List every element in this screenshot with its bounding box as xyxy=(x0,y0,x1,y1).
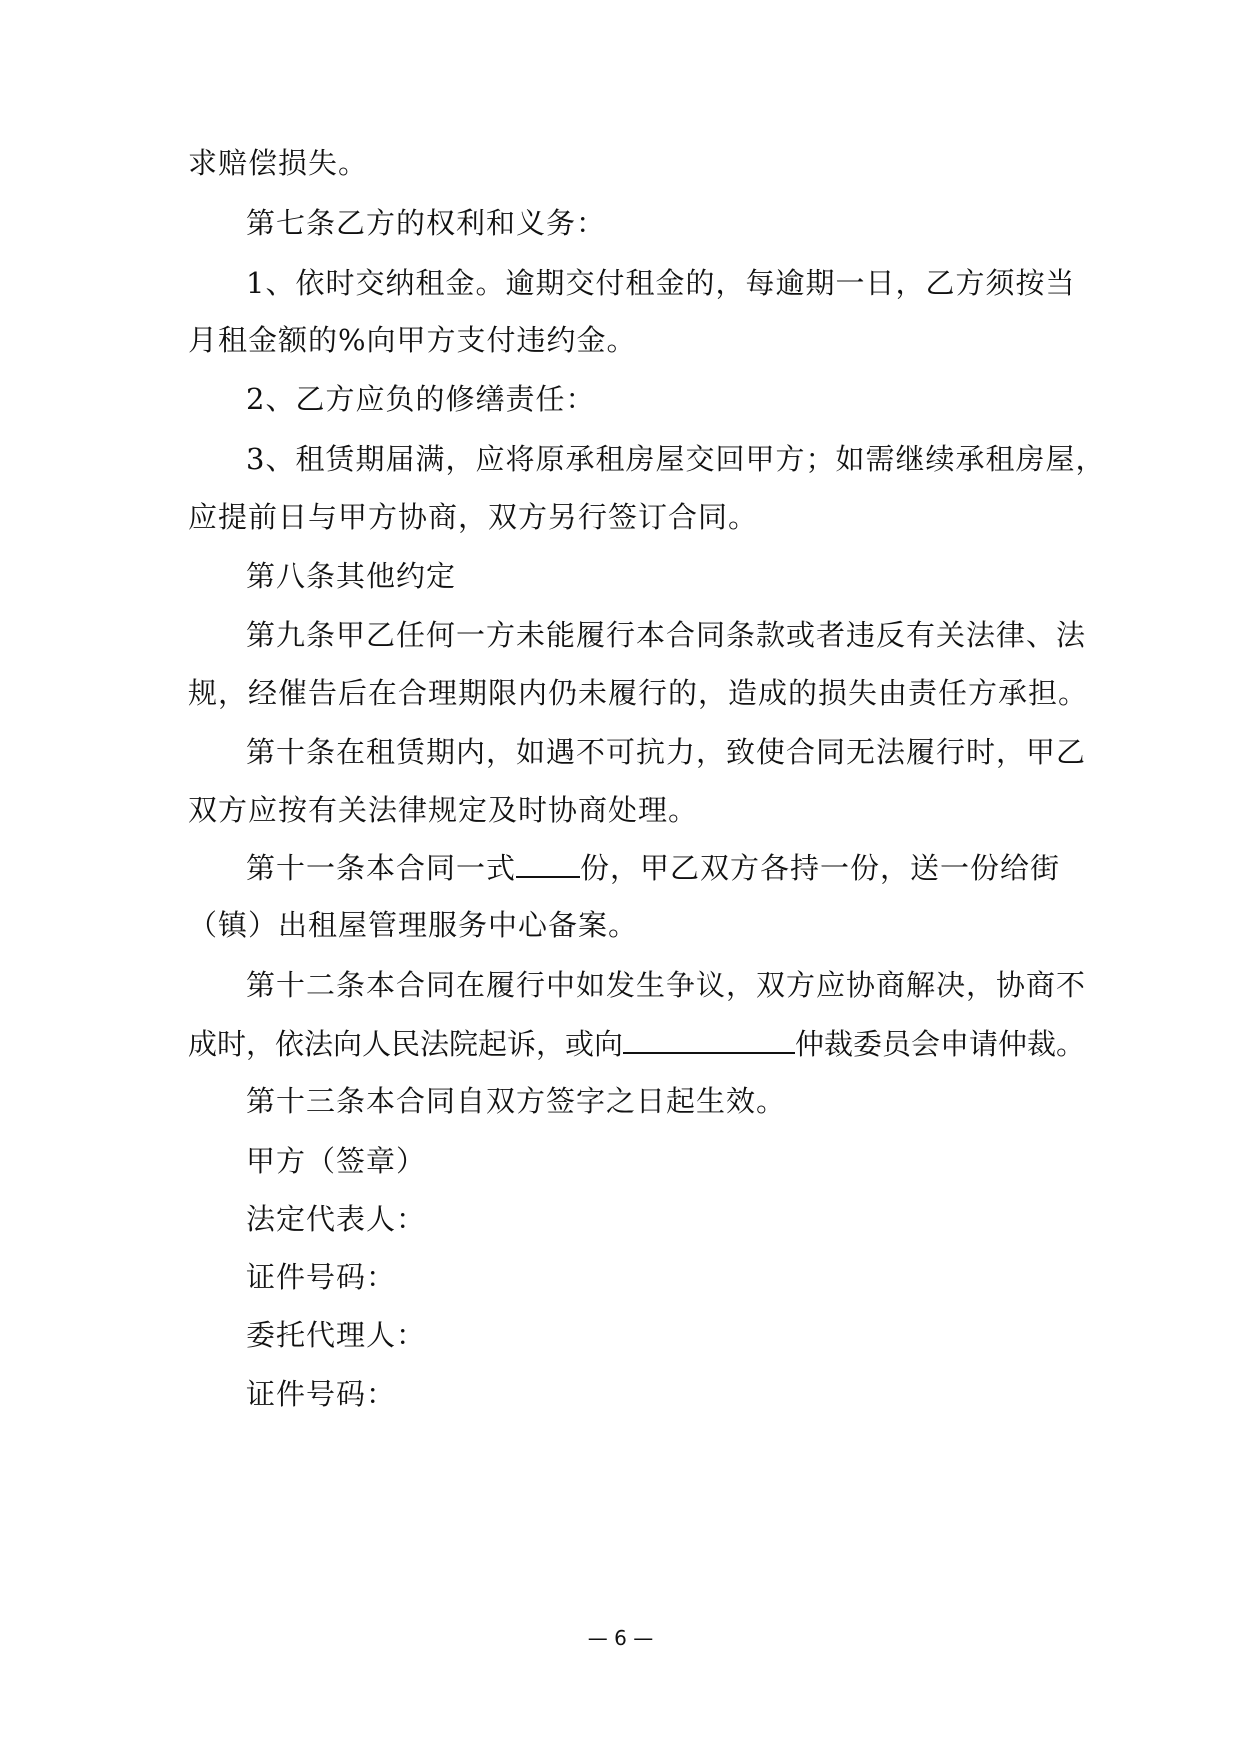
text-line: 第十条在租赁期内，如遇不可抗力，致使合同无法履行时，甲乙 xyxy=(246,735,1087,769)
text-line: （镇）出租屋管理服务中心备案。 xyxy=(188,908,639,942)
legal-representative-label: 法定代表人： xyxy=(246,1202,427,1236)
text-line: 应提前日与甲方协商，双方另行签订合同。 xyxy=(188,500,759,534)
page-number: — 6 — xyxy=(587,1626,654,1650)
article-7-heading: 第七条乙方的权利和义务： xyxy=(246,206,607,240)
party-a-signature-label: 甲方（签章） xyxy=(246,1144,427,1178)
text-line: 3、租赁期届满，应将原承租房屋交回甲方；如需继续承租房屋， xyxy=(246,442,1106,476)
text-line: 第十三条本合同自双方签字之日起生效。 xyxy=(246,1084,787,1118)
text-line: 规，经催告后在合理期限内仍未履行的，造成的损失由责任方承担。 xyxy=(188,676,1089,710)
text-line: 月租金额的%向甲方支付违约金。 xyxy=(188,323,637,357)
text-line: 第九条甲乙任何一方未能履行本合同条款或者违反有关法律、法 xyxy=(246,618,1087,652)
blank-copies-field[interactable] xyxy=(516,850,580,878)
text-segment: 第十一条本合同一式 xyxy=(246,851,517,885)
blank-arbitration-field[interactable] xyxy=(623,1026,795,1054)
text-line: 1、依时交纳租金。逾期交付租金的，每逾期一日，乙方须按当 xyxy=(246,266,1076,300)
text-line: 双方应按有关法律规定及时协商处理。 xyxy=(188,793,699,827)
text-line: 求赔偿损失。 xyxy=(188,146,369,180)
id-number-label: 证件号码： xyxy=(246,1377,397,1411)
text-segment: 仲裁委员会申请仲裁。 xyxy=(795,1027,1086,1061)
authorized-agent-label: 委托代理人： xyxy=(246,1318,427,1352)
article-11-line xyxy=(246,848,1060,888)
id-number-label: 证件号码： xyxy=(246,1260,397,1294)
text-line: 2、乙方应负的修缮责任： xyxy=(246,382,596,416)
text-segment: 成时，依法向人民法院起诉，或向 xyxy=(188,1027,624,1061)
article-12-line xyxy=(188,1024,1085,1064)
text-line: 第十二条本合同在履行中如发生争议，双方应协商解决，协商不 xyxy=(246,968,1087,1002)
text-segment: 份，甲乙双方各持一份，送一份给街 xyxy=(580,851,1061,885)
article-8-heading: 第八条其他约定 xyxy=(246,559,457,593)
